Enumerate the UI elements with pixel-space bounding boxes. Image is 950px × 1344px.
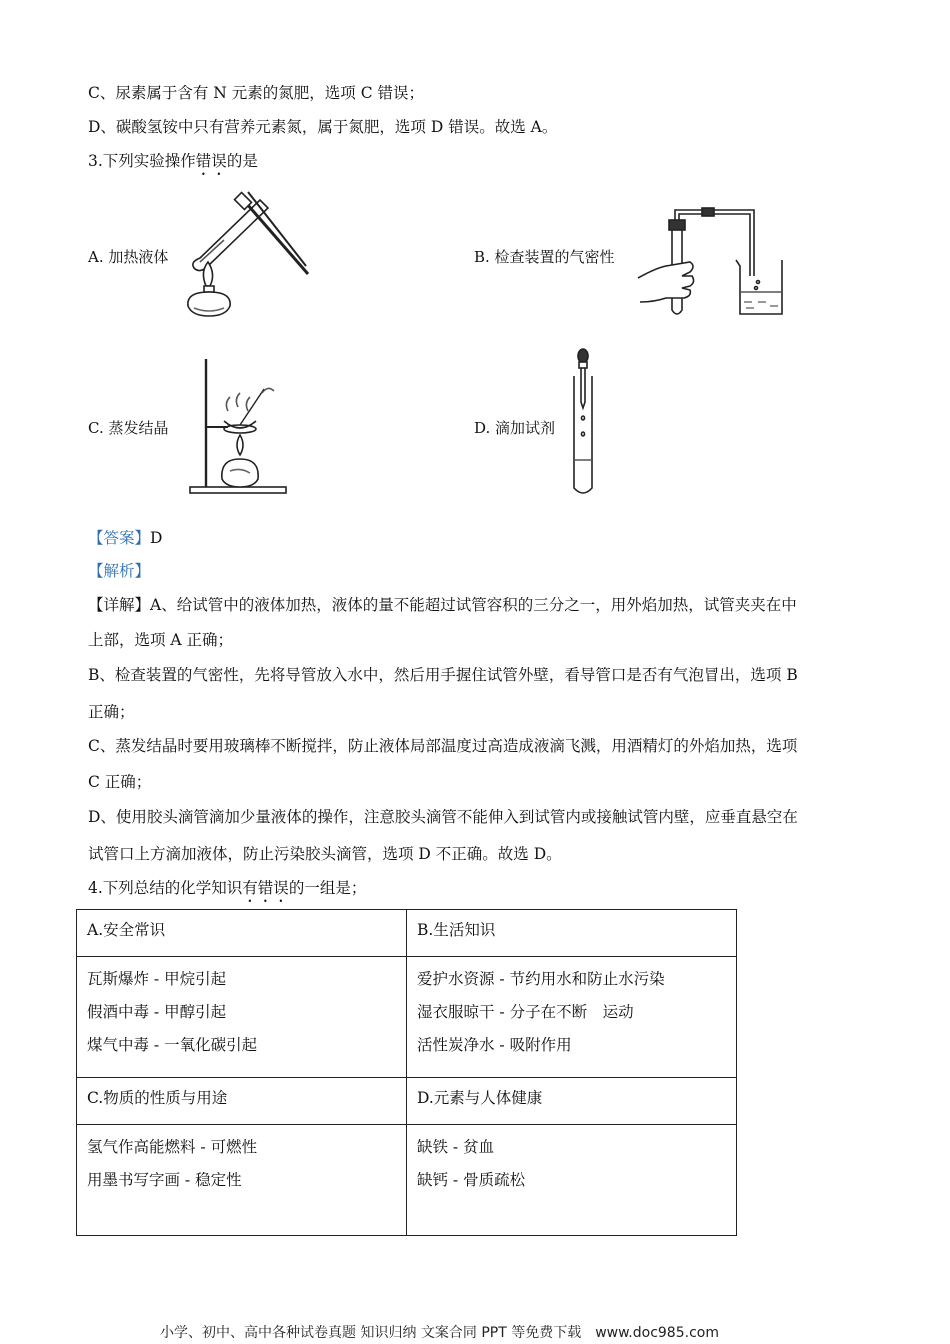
table-cell-a: 瓦斯爆炸 - 甲烷引起 假酒中毒 - 甲醇引起 煤气中毒 - 一氧化碳引起: [77, 957, 407, 1078]
answer-line: [88, 526, 162, 548]
option-c-label: C. 蒸发结晶: [88, 419, 169, 437]
detail-line-7: D、使用胶头滴管滴加少量液体的操作，注意胶头滴管不能伸入到试管内或接触试管内壁，应垂直悬空在: [88, 808, 798, 826]
figure-heating-liquid: [178, 188, 313, 323]
question-4-emphasis: 有错误: [242, 879, 289, 897]
table-cell-b: 爱护水资源 - 节约用水和防止水污染 湿衣服晾干 - 分子在不断 运动 活性炭净水 - 吸附作用: [407, 957, 737, 1078]
answer-value: D: [150, 529, 163, 547]
table-cell-d: 缺铁 - 贫血 缺钙 - 骨质疏松: [407, 1125, 737, 1236]
question-4-prefix: 4.下列总结的化学知识: [88, 879, 243, 897]
figure-evaporation: [188, 355, 290, 495]
question-3-prefix: 3.下列实验操作: [88, 152, 196, 170]
detail-line-3: B、检查装置的气密性，先将导管放入水中，然后用手握住试管外壁，看导管口是否有气泡冒出，选项 B: [88, 666, 798, 684]
analysis-tag: 【解析】: [88, 562, 151, 580]
option-a-label: A. 加热液体: [88, 248, 169, 266]
detail-line-1: 【详解】A、给试管中的液体加热，液体的量不能超过试管容积的三分之一，用外焰加热，试管夹夹在中: [88, 596, 797, 614]
table-head-c: C.物质的性质与用途: [77, 1078, 407, 1125]
option-d-line: D、碳酸氢铵中只有营养元素氮，属于氮肥，选项 D 错误。故选 A。: [88, 118, 558, 136]
detail-line-6: C 正确；: [88, 773, 152, 791]
detail-line-2: 上部，选项 A 正确；: [88, 631, 234, 649]
question-3-suffix: 的是: [226, 152, 258, 170]
question-4: [88, 876, 366, 906]
knowledge-table: [76, 909, 737, 1236]
option-c-line: C、尿素属于含有 N 元素的氮肥，选项 C 错误；: [88, 84, 424, 102]
figure-dropper: [568, 348, 598, 496]
table-head-d: D.元素与人体健康: [407, 1078, 737, 1125]
answer-tag: 【答案】: [88, 529, 151, 547]
detail-line-4: 正确；: [88, 703, 135, 721]
table-head-b: B.生活知识: [407, 910, 737, 957]
table-cell-c: 氢气作高能燃料 - 可燃性 用墨书写字画 - 稳定性: [77, 1125, 407, 1236]
question-3: [88, 149, 258, 179]
figure-airtightness-check: [636, 206, 786, 321]
question-4-suffix: 的一组是；: [288, 879, 367, 897]
page-footer: 小学、初中、高中各种试卷真题 知识归纳 文案合同 PPT 等免费下载 www.doc985.com: [160, 1325, 719, 1341]
option-b-label: B. 检查装置的气密性: [474, 248, 615, 266]
detail-line-8: 试管口上方滴加液体，防止污染胶头滴管，选项 D 不正确。故选 D。: [88, 845, 562, 863]
option-d-label: D. 滴加试剂: [474, 419, 556, 437]
detail-tag: 【详解】: [88, 596, 151, 614]
detail-line-5: C、蒸发结晶时要用玻璃棒不断搅拌，防止液体局部温度过高造成液滴飞溅，用酒精灯的外焰加热，选项: [88, 737, 798, 755]
question-3-emphasis: 错误: [195, 152, 227, 170]
table-head-a: A.安全常识: [77, 910, 407, 957]
